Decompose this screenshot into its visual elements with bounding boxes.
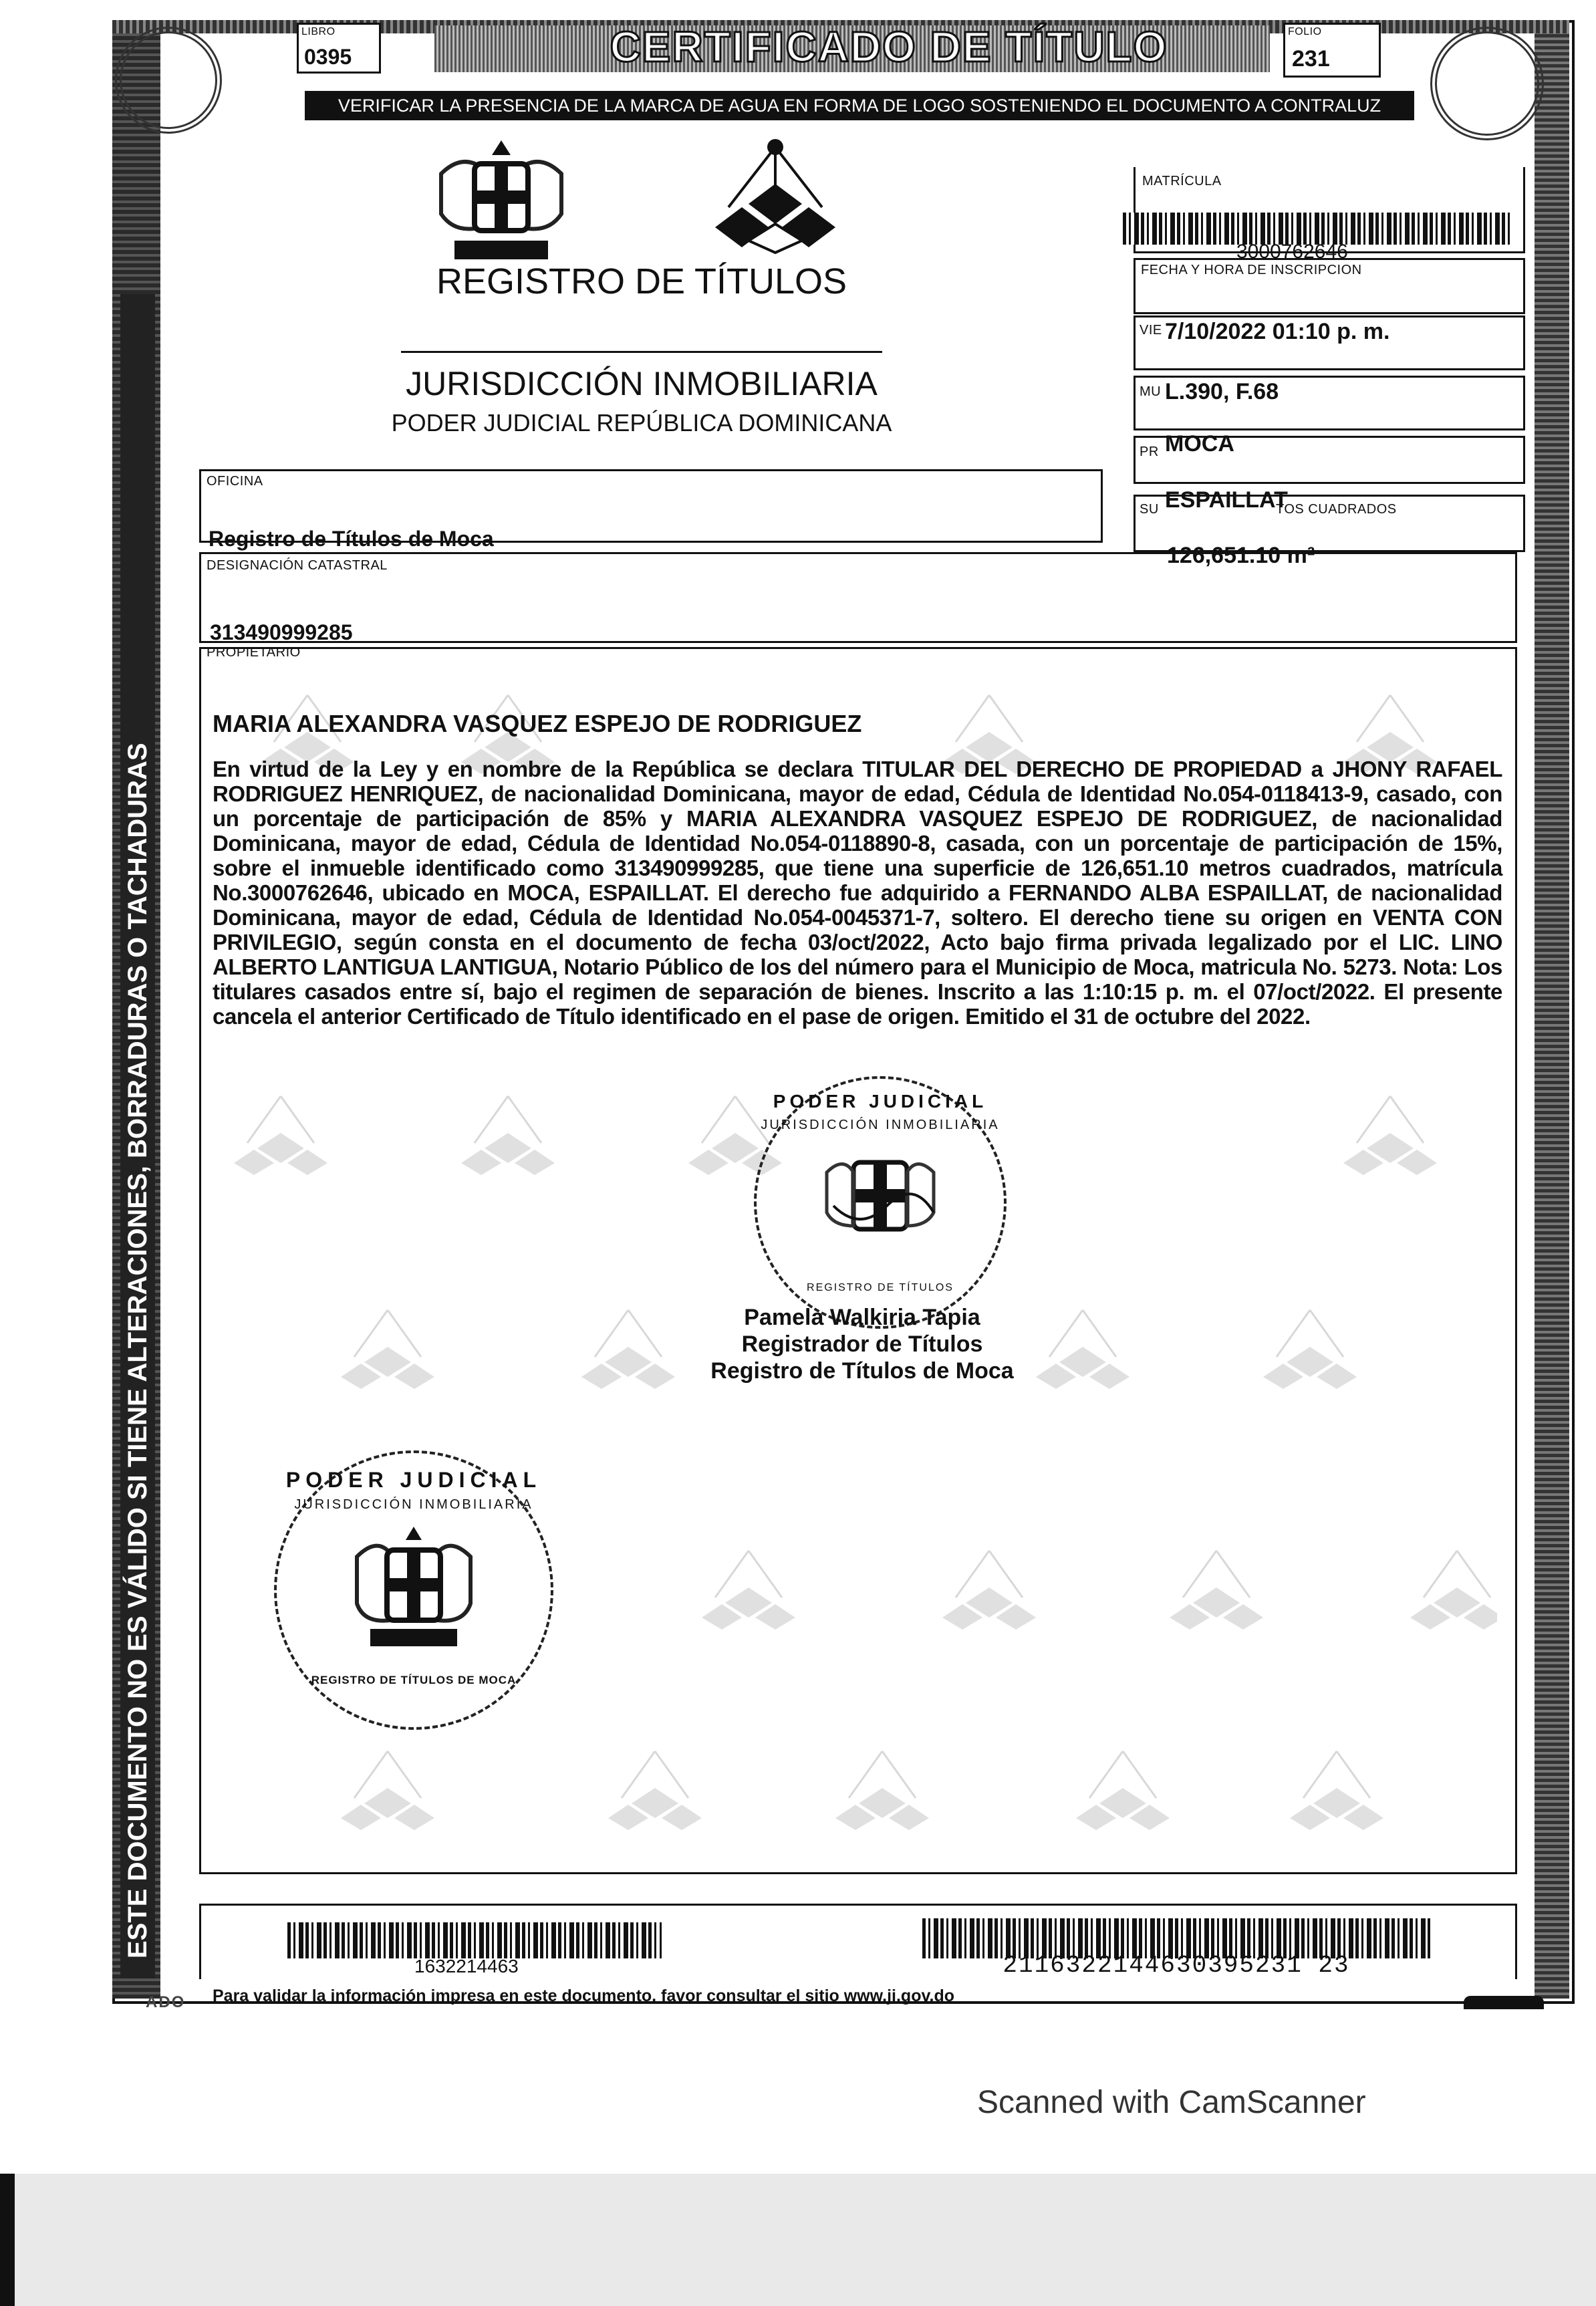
camscanner-mark: Scanned with CamScanner xyxy=(977,2085,1366,2120)
seal1-bottom-text: REGISTRO DE TÍTULOS xyxy=(807,1282,954,1293)
jurisdiction-name: JURISDICCIÓN INMOBILIARIA xyxy=(406,365,878,402)
right-border xyxy=(1535,20,1569,1999)
right-barcode-number: 2116322144630395231 23 xyxy=(1003,1952,1350,1979)
municipio-row xyxy=(1134,431,1525,484)
seal2-bottom-text: REGISTRO DE TÍTULOS DE MOCA xyxy=(311,1674,517,1686)
fecha-row xyxy=(1134,315,1525,370)
scan-bottom-band xyxy=(0,2174,1596,2306)
coat-of-arms-icon xyxy=(428,134,575,267)
propietario-label: PROPIETARIO xyxy=(207,645,301,660)
signatory-name: Pamela Walkiria Tapia xyxy=(744,1305,980,1330)
municipio-value: MOCA xyxy=(1165,431,1234,457)
superficie-prefix: SU xyxy=(1140,502,1159,517)
fecha-box xyxy=(1134,258,1525,314)
signatory-role: Registrador de Títulos xyxy=(741,1331,983,1357)
seal1-arc-text: JURISDICCIÓN INMOBILIARIA xyxy=(761,1118,1000,1132)
seal2-top-text: PODER JUDICIAL xyxy=(285,1468,542,1492)
matricula-value: 3000762646 xyxy=(1236,241,1348,263)
footer-validation-text: Para validar la información impresa en este documento, favor consultar el sitio www.ji.gov.do xyxy=(213,1987,955,2005)
provincia-prefix: PR xyxy=(1140,444,1159,459)
left-barcode xyxy=(287,1922,662,1958)
jurisdiction-seal-1 xyxy=(754,1076,1007,1329)
designacion-value: 313490999285 xyxy=(210,620,353,644)
libro-box xyxy=(297,23,381,74)
fecha-label: FECHA Y HORA DE INSCRIPCION xyxy=(1141,263,1362,277)
libro-label: LIBRO xyxy=(301,26,336,37)
municipio-prefix: MU xyxy=(1140,384,1162,399)
designacion-label: DESIGNACIÓN CATASTRAL xyxy=(207,558,388,573)
footer-corner-stamp: ADO xyxy=(146,1993,186,2011)
registry-name: REGISTRO DE TÍTULOS xyxy=(436,261,847,301)
fecha-prefix: VIE xyxy=(1140,323,1162,338)
title-body-text: En virtud de la Ley y en nombre de la República se declara TITULAR DEL DERECHO DE PROPIEDAD a JHONY RAFAEL RODRIGUEZ HENRIQUEZ, de nacionalidad Dominicana, mayor de edad, Cédula de Identidad No.054-0118413-9, casado, con un porcentaje de participación de 85% y MARIA ALEXANDRA VASQUEZ ESPEJO DE RODRIGUEZ, de nacionalidad Dominicana, mayor de edad, Cédula de Identidad No.054-0118890-8, casada, con un porcentaje de participación de 15%, sobre el inmueble identificado como 313490999285, que tiene una superficie de 126,651.10 metros cuadrados, matrícula No.3000762646, ubicado en MOCA, ESPAILLAT. El derecho fue adquirido a FERNANDO ALBA ESPAILLAT, de nacionalidad Dominicana, mayor de edad, Cédula de Identidad No.054-0045371-7, soltero. El derecho tiene su origen en VENTA CON PRIVILEGIO, según consta en el documento de fecha 03/oct/2022, Acto bajo firma privada legalizado por el LIC. LINO ALBERTO LANTIGUA LANTIGUA, Notario Público de los del número para el Municipio de Moca, matricula No. 5273. Nota: Los titulares casados entre sí, bajo el regimen de separación de bienes. Inscrito a las 1:10:15 p. m. el 07/oct/2022. El presente cancela el anterior Certificado de Título identificado en el pase de origen. Emitido el 31 de octubre del 2022. xyxy=(213,757,1502,1029)
seal1-top-text: PODER JUDICIAL xyxy=(773,1091,988,1112)
owner-name: MARIA ALEXANDRA VASQUEZ ESPEJO DE RODRIGUEZ xyxy=(213,710,862,737)
judicial-branch: PODER JUDICIAL REPÚBLICA DOMINICANA xyxy=(391,409,892,436)
seal2-coat-icon xyxy=(347,1523,481,1650)
watermark-warning-banner: VERIFICAR LA PRESENCIA DE LA MARCA DE AGUA EN FORMA DE LOGO SOSTENIENDO EL DOCUMENTO A CONTRALUZ xyxy=(305,91,1414,120)
seal2-arc-text: JURISDICCIÓN INMOBILIARIA xyxy=(294,1497,533,1512)
registry-divider xyxy=(401,351,882,353)
certificate-title: CERTIFICADO DE TÍTULO xyxy=(610,23,1168,71)
matricula-label: MATRÍCULA xyxy=(1142,174,1222,188)
folio-box xyxy=(1283,23,1381,78)
folio-value: 231 xyxy=(1292,46,1330,72)
fecha-value: 7/10/2022 01:10 p. m. xyxy=(1165,319,1390,344)
libro-folio-row xyxy=(1134,376,1525,430)
libro-value: 0395 xyxy=(304,45,352,69)
superficie-label: TOS CUADRADOS xyxy=(1276,502,1397,517)
signatory-office: Registro de Títulos de Moca xyxy=(710,1358,1014,1384)
top-right-ornament xyxy=(1430,27,1544,140)
designacion-box xyxy=(199,552,1517,643)
side-warning-text: ESTE DOCUMENTO NO ES VÁLIDO SI TIENE ALTERACIONES, BORRADURAS O TACHADURAS xyxy=(120,294,155,1978)
top-left-ornament xyxy=(115,27,222,134)
libro-folio-value: L.390, F.68 xyxy=(1165,379,1279,404)
footer-right-ornament xyxy=(1464,1996,1544,2009)
oficina-label: OFICINA xyxy=(207,474,263,489)
folio-label: FOLIO xyxy=(1288,26,1322,37)
superficie-value: 126,651.10 m² xyxy=(1167,543,1315,568)
jurisdiction-seal-2 xyxy=(274,1450,553,1730)
oficina-value: Registro de Títulos de Moca xyxy=(209,527,494,551)
provincia-value: ESPAILLAT xyxy=(1165,487,1288,513)
jurisdiction-logo-icon xyxy=(702,134,849,254)
matricula-barcode xyxy=(1123,213,1510,245)
seal1-coat-icon xyxy=(820,1146,940,1253)
left-barcode-number: 1632214463 xyxy=(414,1956,519,1976)
